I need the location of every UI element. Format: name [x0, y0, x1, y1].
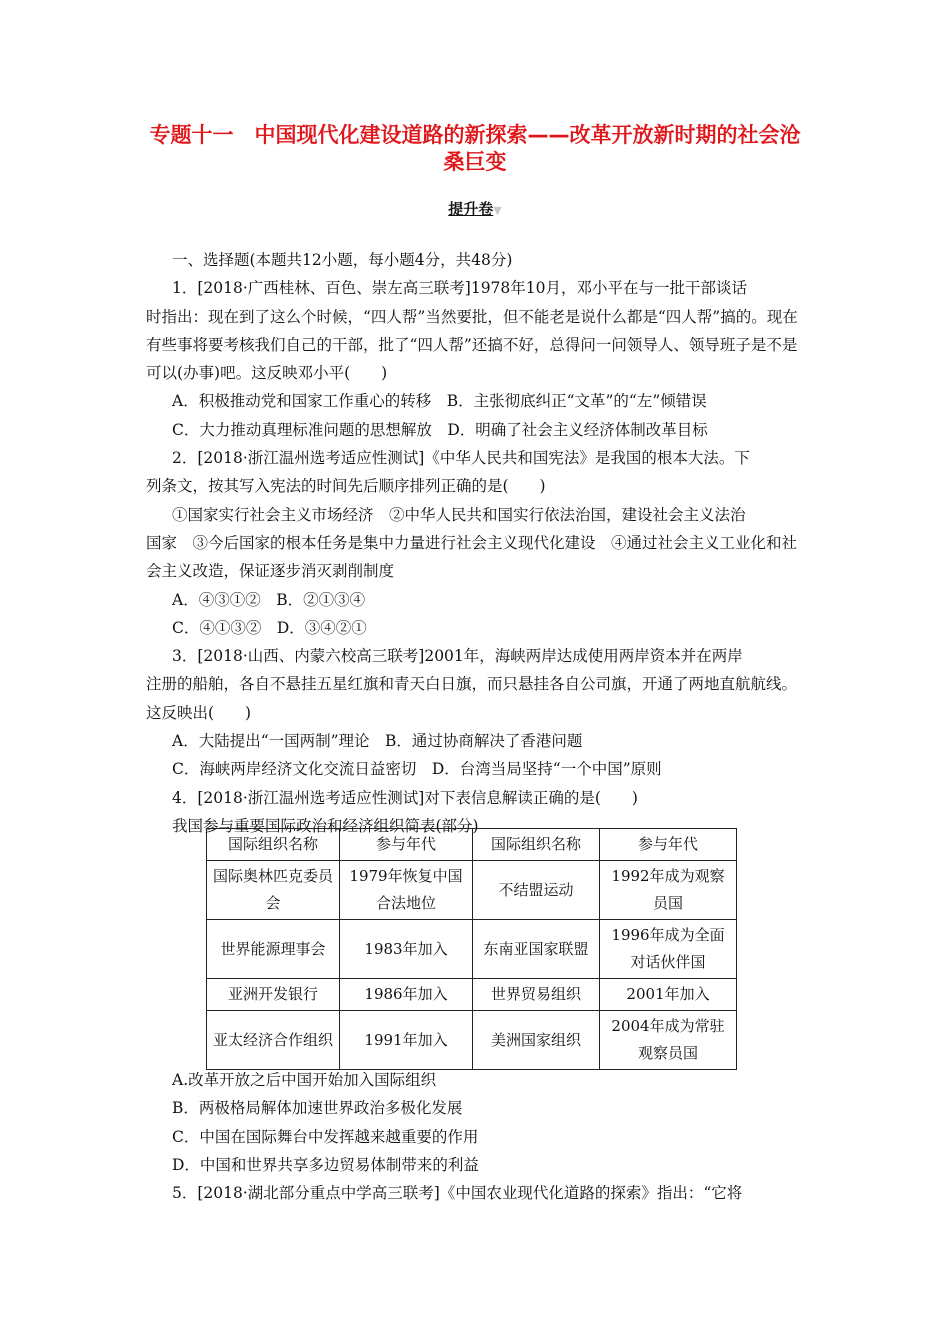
table-cell: 亚太经济合作组织	[207, 1011, 340, 1070]
q4-option-c: C．中国在国际舞台中发挥越来越重要的作用	[172, 1127, 479, 1146]
table-cell: 亚洲开发银行	[207, 979, 340, 1011]
q1-stem-line1: 1．[2018·广西桂林、百色、崇左高三联考]1978年10月，邓小平在与一批干部谈话	[172, 279, 748, 298]
q2-options-ab: A．④③①② B．②①③④	[172, 590, 366, 609]
q4-option-a: A.改革开放之后中国开始加入国际组织	[172, 1071, 437, 1089]
table-cell: 1996年成为全面对话伙伴国	[600, 920, 737, 979]
q3-stem-line1: 3．[2018·山西、内蒙六校高三联考]2001年，海峡两岸达成使用两岸资本并在两岸	[172, 647, 743, 666]
section-header: 一、选择题(本题共12小题，每小题4分，共48分)	[172, 251, 513, 269]
table-header-cell: 国际组织名称	[473, 829, 600, 861]
table-header-cell: 国际组织名称	[207, 829, 340, 861]
table-row	[207, 861, 737, 920]
q2-stem-line1: 2．[2018·浙江温州选考适应性测试]《中华人民共和国宪法》是我国的根本大法。下	[172, 449, 750, 468]
table-header-cell: 参与年代	[340, 829, 473, 861]
q4-stem: 4．[2018·浙江温州选考适应性测试]对下表信息解读正确的是( )	[172, 788, 638, 807]
q4-option-b: B．两极格局解体加速世界政治多极化发展	[172, 1099, 463, 1118]
questions-body	[146, 246, 812, 840]
table-cell: 1992年成为观察员国	[600, 861, 737, 920]
table-row	[207, 1011, 737, 1070]
q3-stem-rest: 注册的船舶，各自不悬挂五星红旗和青天白日旗，而只悬挂各自公司旗，开通了两地直航航线。这反映出( )	[146, 675, 798, 722]
document-subtitle	[0, 198, 950, 219]
q1-stem-rest: 时指出：现在到了这么个时候，“四人帮”当然要批，但不能老是说什么都是“四人帮”搞的。现在有些事将要考核我们自己的干部，批了“四人帮”还搞不好，总得问一问领导人、领导班子是不是可以(办事)吧。这反映邓小平( )	[146, 307, 798, 383]
q1-options-ab: A．积极推动党和国家工作重心的转移 B．主张彻底纠正“文革”的“左”倾错误	[172, 392, 707, 411]
table-row	[207, 920, 737, 979]
q1-options-cd: C．大力推动真理标准问题的思想解放 D．明确了社会主义经济体制改革目标	[172, 420, 708, 439]
table-cell: 世界能源理事会	[207, 920, 340, 979]
table-header-cell: 参与年代	[600, 829, 737, 861]
q2-options-cd: C．④①③② D．③④②①	[172, 618, 367, 637]
q5-stem-line1: 5．[2018·湖北部分重点中学高三联考]《中国农业现代化道路的探索》指出：“它将	[172, 1184, 743, 1203]
table-cell: 不结盟运动	[473, 861, 600, 920]
document-title: 专题十一 中国现代化建设道路的新探索——改革开放新时期的社会沧桑巨变	[149, 123, 801, 174]
q2-items-line1: ①国家实行社会主义市场经济 ②中华人民共和国实行依法治国，建设社会主义法治	[172, 505, 746, 524]
q3-options-cd: C．海峡两岸经济文化交流日益密切 D．台湾当局坚持“一个中国”原则	[172, 760, 662, 779]
table-header-row	[207, 829, 737, 861]
table-cell: 美洲国家组织	[473, 1011, 600, 1070]
questions-body-continued	[172, 1066, 812, 1207]
table-cell: 国际奥林匹克委员会	[207, 861, 340, 920]
q4-option-d: D．中国和世界共享多边贸易体制带来的利益	[172, 1155, 479, 1174]
q3-options-ab: A．大陆提出“一国两制”理论 B．通过协商解决了香港问题	[172, 732, 583, 751]
table-row	[207, 979, 737, 1011]
subtitle-label: 提升卷	[448, 200, 494, 218]
table-cell: 2001年加入	[600, 979, 737, 1011]
triangle-down-icon: ▼	[493, 204, 502, 217]
table-cell: 1979年恢复中国合法地位	[340, 861, 473, 920]
q4-table-caption: 我国参与重要国际政治和经济组织简表(部分)	[172, 816, 479, 835]
table-cell: 世界贸易组织	[473, 979, 600, 1011]
q2-items-rest: 国家 ③今后国家的根本任务是集中力量进行社会主义现代化建设 ④通过社会主义工业化和社会主义改造，保证逐步消灭剥削制度	[146, 533, 798, 581]
table-cell: 2004年成为常驻观察员国	[600, 1011, 737, 1070]
table-cell: 1986年加入	[340, 979, 473, 1011]
table-cell: 1991年加入	[340, 1011, 473, 1070]
q2-stem-rest: 列条文，按其写入宪法的时间先后顺序排列正确的是( )	[146, 477, 546, 496]
organizations-table	[206, 828, 737, 1070]
table-cell: 东南亚国家联盟	[473, 920, 600, 979]
table-cell: 1983年加入	[340, 920, 473, 979]
